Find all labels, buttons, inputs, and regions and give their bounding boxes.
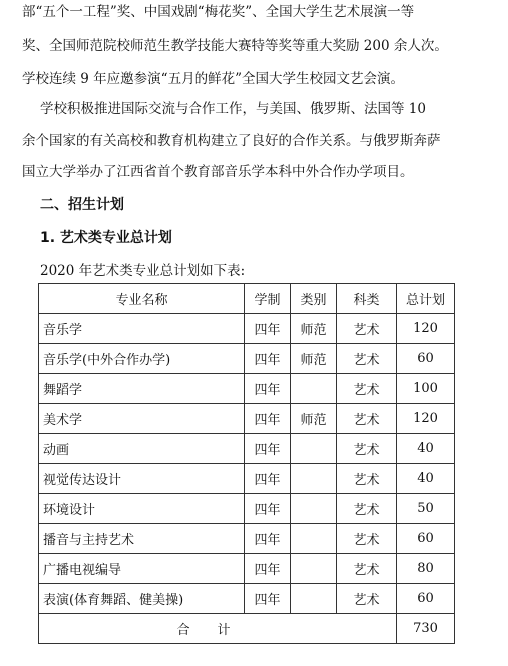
category-cell [291, 524, 337, 554]
plan-cell: 40 [397, 434, 455, 464]
paragraph-line: 国立大学举办了江西省首个教育部音乐学本科中外合作办学项目。 [22, 164, 414, 180]
paragraph-line: 余个国家的有关高校和教育机构建立了良好的合作关系。与俄罗斯奔萨 [22, 133, 441, 149]
header-category: 类别 [291, 284, 337, 314]
header-subject: 科类 [337, 284, 397, 314]
table-row [39, 374, 455, 404]
total-value: 730 [397, 614, 455, 644]
category-cell: 师范 [291, 344, 337, 374]
major-name-cell: 美术学 [39, 404, 245, 434]
category-cell: 师范 [291, 314, 337, 344]
major-name-cell: 视觉传达设计 [39, 464, 245, 494]
category-cell [291, 494, 337, 524]
major-name-cell: 表演(体育舞蹈、健美操) [39, 584, 245, 614]
plan-cell: 100 [397, 374, 455, 404]
plan-cell: 120 [397, 404, 455, 434]
plan-cell: 120 [397, 314, 455, 344]
plan-cell: 60 [397, 584, 455, 614]
subject-cell: 艺术 [337, 434, 397, 464]
duration-cell: 四年 [245, 434, 291, 464]
duration-cell: 四年 [245, 464, 291, 494]
table-row [39, 524, 455, 554]
table-row [39, 434, 455, 464]
major-name-cell: 动画 [39, 434, 245, 464]
header-total-plan: 总计划 [397, 284, 455, 314]
major-name-cell: 环境设计 [39, 494, 245, 524]
plan-cell: 60 [397, 344, 455, 374]
subject-cell: 艺术 [337, 344, 397, 374]
subject-cell: 艺术 [337, 314, 397, 344]
table-row [39, 344, 455, 374]
table-caption: 2020 年艺术类专业总计划如下表: [40, 263, 246, 279]
category-cell [291, 434, 337, 464]
category-cell [291, 554, 337, 584]
subject-cell: 艺术 [337, 374, 397, 404]
major-name-cell: 舞蹈学 [39, 374, 245, 404]
plan-cell: 40 [397, 464, 455, 494]
paragraph-line: 部“五个一工程”奖、中国戏剧“梅花奖”、全国大学生艺术展演一等 [22, 4, 415, 20]
plan-cell: 60 [397, 524, 455, 554]
duration-cell: 四年 [245, 404, 291, 434]
total-label: 合计 [39, 614, 397, 644]
table-row [39, 314, 455, 344]
subsection-title: 1. 艺术类专业总计划 [40, 230, 172, 246]
table-header-row [39, 284, 455, 314]
subject-cell: 艺术 [337, 464, 397, 494]
table-total-row [39, 614, 455, 644]
duration-cell: 四年 [245, 584, 291, 614]
plan-cell: 50 [397, 494, 455, 524]
subject-cell: 艺术 [337, 404, 397, 434]
paragraph-line: 奖、全国师范院校师范生教学技能大赛特等奖等重大奖励 200 余人次。 [22, 38, 448, 54]
table-row [39, 584, 455, 614]
subject-cell: 艺术 [337, 494, 397, 524]
subject-cell: 艺术 [337, 524, 397, 554]
table-row [39, 464, 455, 494]
major-name-cell: 音乐学 [39, 314, 245, 344]
paragraph-line: 学校连续 9 年应邀参演“五月的鲜花”全国大学生校园文艺会演。 [22, 71, 404, 87]
duration-cell: 四年 [245, 554, 291, 584]
category-cell [291, 374, 337, 404]
duration-cell: 四年 [245, 314, 291, 344]
table-row [39, 404, 455, 434]
paragraph-line: 学校积极推进国际交流与合作工作，与美国、俄罗斯、法国等 10 [40, 101, 426, 117]
duration-cell: 四年 [245, 344, 291, 374]
major-name-cell: 音乐学(中外合作办学) [39, 344, 245, 374]
duration-cell: 四年 [245, 524, 291, 554]
subject-cell: 艺术 [337, 554, 397, 584]
major-name-cell: 广播电视编导 [39, 554, 245, 584]
section-title: 二、招生计划 [40, 197, 124, 213]
category-cell [291, 584, 337, 614]
header-major-name: 专业名称 [39, 284, 245, 314]
duration-cell: 四年 [245, 494, 291, 524]
plan-cell: 80 [397, 554, 455, 584]
header-duration: 学制 [245, 284, 291, 314]
duration-cell: 四年 [245, 374, 291, 404]
table-row [39, 494, 455, 524]
major-name-cell: 播音与主持艺术 [39, 524, 245, 554]
category-cell: 师范 [291, 404, 337, 434]
subject-cell: 艺术 [337, 584, 397, 614]
enrollment-plan-table [38, 283, 455, 644]
table-row [39, 554, 455, 584]
category-cell [291, 464, 337, 494]
